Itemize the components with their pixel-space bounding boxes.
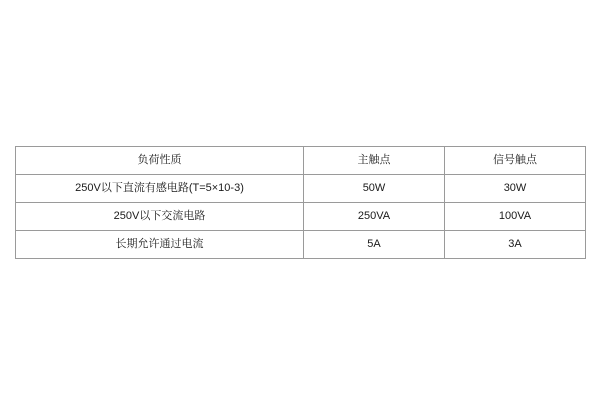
cell-load-nature: 250V以下直流有感电路(T=5×10-3) <box>16 175 304 203</box>
column-header-main-contact: 主触点 <box>304 147 445 175</box>
table-body <box>16 175 586 259</box>
table-row <box>16 231 586 259</box>
table-row <box>16 203 586 231</box>
cell-main-contact: 250VA <box>304 203 445 231</box>
column-header-signal-contact: 信号触点 <box>445 147 586 175</box>
cell-load-nature: 250V以下交流电路 <box>16 203 304 231</box>
column-header-load-nature: 负荷性质 <box>16 147 304 175</box>
cell-signal-contact: 30W <box>445 175 586 203</box>
cell-main-contact: 5A <box>304 231 445 259</box>
spec-table-container <box>15 146 585 259</box>
contact-rating-table <box>15 146 586 259</box>
cell-load-nature: 长期允许通过电流 <box>16 231 304 259</box>
table-header-row <box>16 147 586 175</box>
cell-main-contact: 50W <box>304 175 445 203</box>
table-row <box>16 175 586 203</box>
cell-signal-contact: 100VA <box>445 203 586 231</box>
cell-signal-contact: 3A <box>445 231 586 259</box>
table-header <box>16 147 586 175</box>
